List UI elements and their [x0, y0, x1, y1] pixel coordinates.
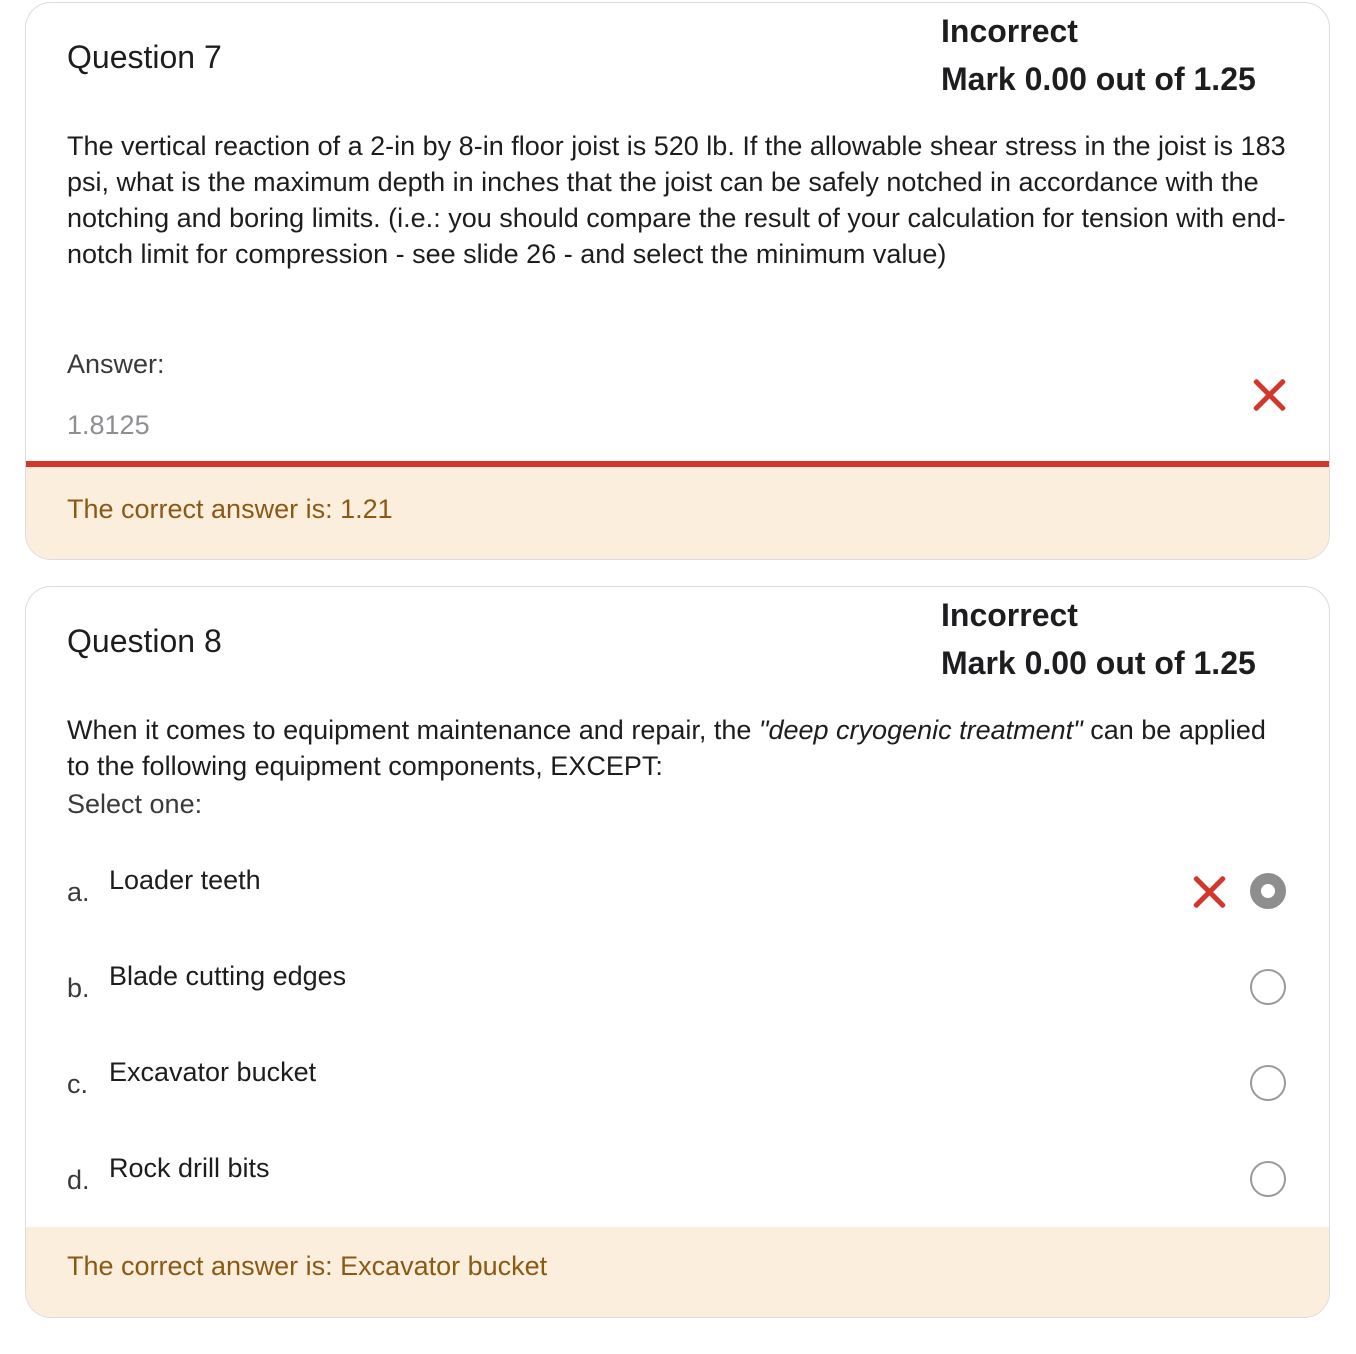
- option-label: Excavator bucket: [109, 1057, 317, 1087]
- option-letter: c.: [67, 1069, 89, 1099]
- select-one-prompt: Select one:: [67, 789, 203, 819]
- answer-input[interactable]: 1.8125: [67, 410, 150, 440]
- option-b[interactable]: [26, 961, 1329, 1021]
- option-c[interactable]: [26, 1057, 1329, 1117]
- question-text-emphasis: "deep cryogenic treatment": [758, 715, 1083, 745]
- question-title: Question 8: [67, 623, 222, 659]
- question-text-after: can be applied to the following equipment components, EXCEPT:: [67, 715, 1266, 781]
- question-text: [67, 712, 1287, 784]
- option-d[interactable]: [26, 1153, 1329, 1213]
- option-letter: b.: [67, 973, 90, 1003]
- option-label: Rock drill bits: [109, 1153, 270, 1183]
- question-8-card: [25, 586, 1330, 1318]
- question-status: Incorrect: [941, 597, 1078, 633]
- option-label: Blade cutting edges: [109, 961, 347, 991]
- cross-icon: [1252, 378, 1286, 412]
- question-text-before: When it comes to equipment maintenance and repair, the: [67, 715, 759, 745]
- option-label: Loader teeth: [109, 865, 261, 895]
- radio-icon[interactable]: [1250, 969, 1286, 1005]
- question-text: The vertical reaction of a 2-in by 8-in floor joist is 520 lb. If the allowable shear stress in the joist is 183 psi, what is the maximum depth in inches that the joist can be safely notched in accordance with the notching and boring limits. (i.e.: you should compare the result of your calculation for tension with end-notch limit for compression - see slide 26 - and select the minimum value): [67, 131, 1286, 269]
- answer-label: Answer:: [67, 349, 165, 379]
- radio-icon[interactable]: [1250, 1065, 1286, 1101]
- question-mark: Mark 0.00 out of 1.25: [941, 645, 1256, 681]
- question-mark: Mark 0.00 out of 1.25: [941, 61, 1256, 97]
- cross-icon: [1192, 875, 1226, 909]
- option-letter: d.: [67, 1165, 90, 1195]
- question-7-card: [25, 2, 1330, 560]
- option-a[interactable]: [26, 865, 1329, 925]
- radio-icon[interactable]: [1250, 1161, 1286, 1197]
- radio-icon[interactable]: [1250, 873, 1286, 909]
- correct-answer-feedback: The correct answer is: 1.21: [26, 467, 1329, 560]
- correct-answer-feedback: The correct answer is: Excavator bucket: [26, 1227, 1329, 1318]
- question-status: Incorrect: [941, 13, 1078, 49]
- option-letter: a.: [67, 877, 90, 907]
- question-title: Question 7: [67, 39, 222, 75]
